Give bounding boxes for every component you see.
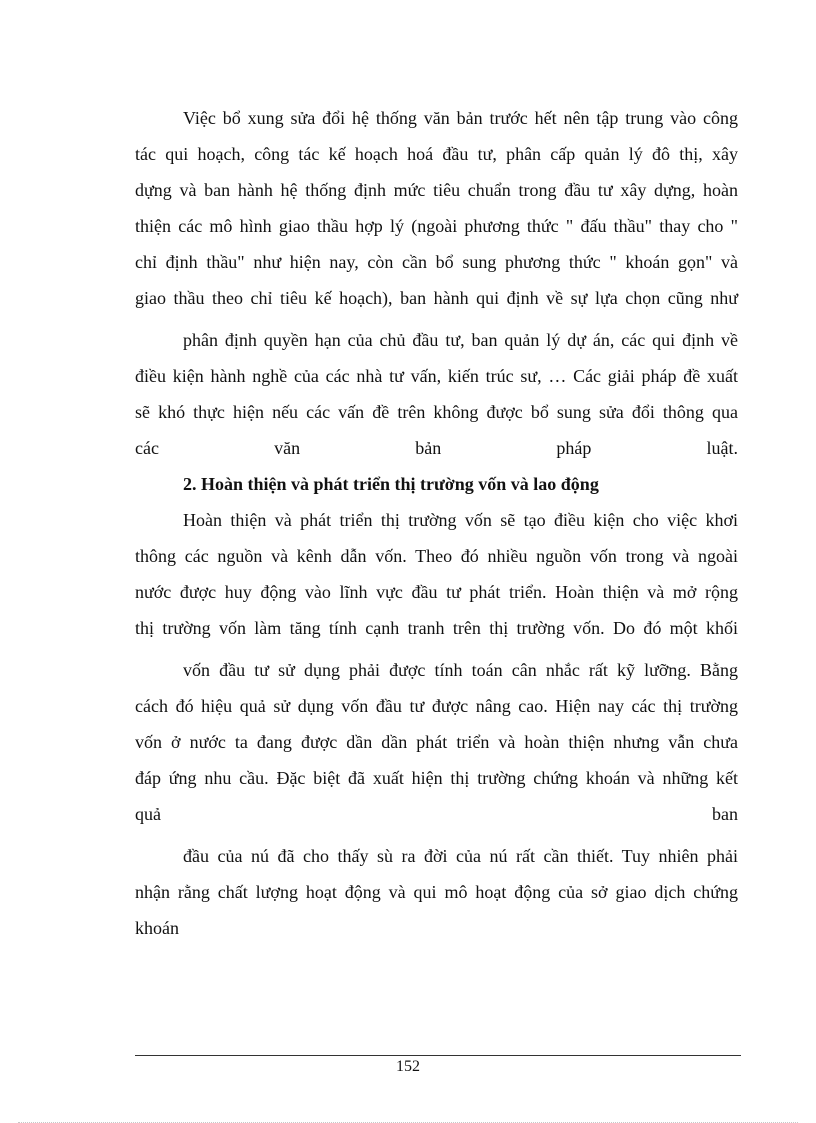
paragraph-line: thị trường vốn làm tăng tính cạnh tranh trên thị trường vốn. Do đó một khối	[135, 618, 738, 638]
footer-divider	[135, 1055, 741, 1056]
paragraph-line: quả ban	[135, 804, 738, 824]
paragraph-line: đáp ứng nhu cầu. Đặc biệt đã xuất hiện thị trường chứng khoán và những kết	[135, 768, 738, 788]
paragraph-line: sẽ khó thực hiện nếu các vấn đề trên không được bổ sung sửa đổi thông qua	[135, 402, 738, 422]
paragraph-line: khoán	[135, 918, 179, 938]
paragraph-line: cách đó hiệu quả sử dụng vốn đầu tư được nâng cao. Hiện nay các thị trường	[135, 696, 738, 716]
paragraph-line: tác qui hoạch, công tác kế hoạch hoá đầu tư, phân cấp quản lý đô thị, xây	[135, 144, 738, 164]
page-number: 152	[396, 1058, 420, 1075]
paragraph-line: điều kiện hành nghề của các nhà tư vấn, kiến trúc sư, … Các giải pháp đề xuất	[135, 366, 738, 386]
paragraph-line: vốn ở nước ta đang được dần dần phát triển và hoàn thiện nhưng vẫn chưa	[135, 732, 738, 752]
paragraph-line: thông các nguồn và kênh dẫn vốn. Theo đó nhiều nguồn vốn trong và ngoài	[135, 546, 738, 566]
paragraph-line: dựng và ban hành hệ thống định mức tiêu chuẩn trong đầu tư xây dựng, hoàn	[135, 180, 738, 200]
paragraph-line: đầu của nú đã cho thấy sù ra đời của nú rất cần thiết. Tuy nhiên phải	[183, 846, 738, 866]
paragraph-line: các văn bản pháp luật.	[135, 438, 738, 458]
paragraph-line: nhận rằng chất lượng hoạt động và qui mô hoạt động của sở giao dịch chứng	[135, 882, 738, 902]
paragraph-line: Hoàn thiện và phát triển thị trường vốn sẽ tạo điều kiện cho việc khơi	[183, 510, 738, 530]
paragraph-line: chỉ định thầu" như hiện nay, còn cần bổ sung phương thức " khoán gọn" và	[135, 252, 738, 272]
document-body	[135, 100, 738, 946]
paragraph-line: vốn đầu tư sử dụng phải được tính toán cân nhắc rất kỹ lưỡng. Bằng	[183, 660, 738, 680]
paragraph-line: thiện các mô hình giao thầu hợp lý (ngoài phương thức " đấu thầu" thay cho "	[135, 216, 738, 236]
section-heading: 2. Hoàn thiện và phát triển thị trường vốn và lao động	[183, 474, 599, 494]
paragraph-line: Việc bổ xung sửa đổi hệ thống văn bản trước hết nên tập trung vào công	[183, 108, 738, 128]
paragraph-line: nước được huy động vào lĩnh vực đầu tư phát triển. Hoàn thiện và mở rộng	[135, 582, 738, 602]
paragraph-line: phân định quyền hạn của chủ đầu tư, ban quản lý dự án, các qui định về	[183, 330, 738, 350]
paragraph-line: giao thầu theo chỉ tiêu kế hoạch), ban hành qui định về sự lựa chọn cũng như	[135, 288, 738, 308]
